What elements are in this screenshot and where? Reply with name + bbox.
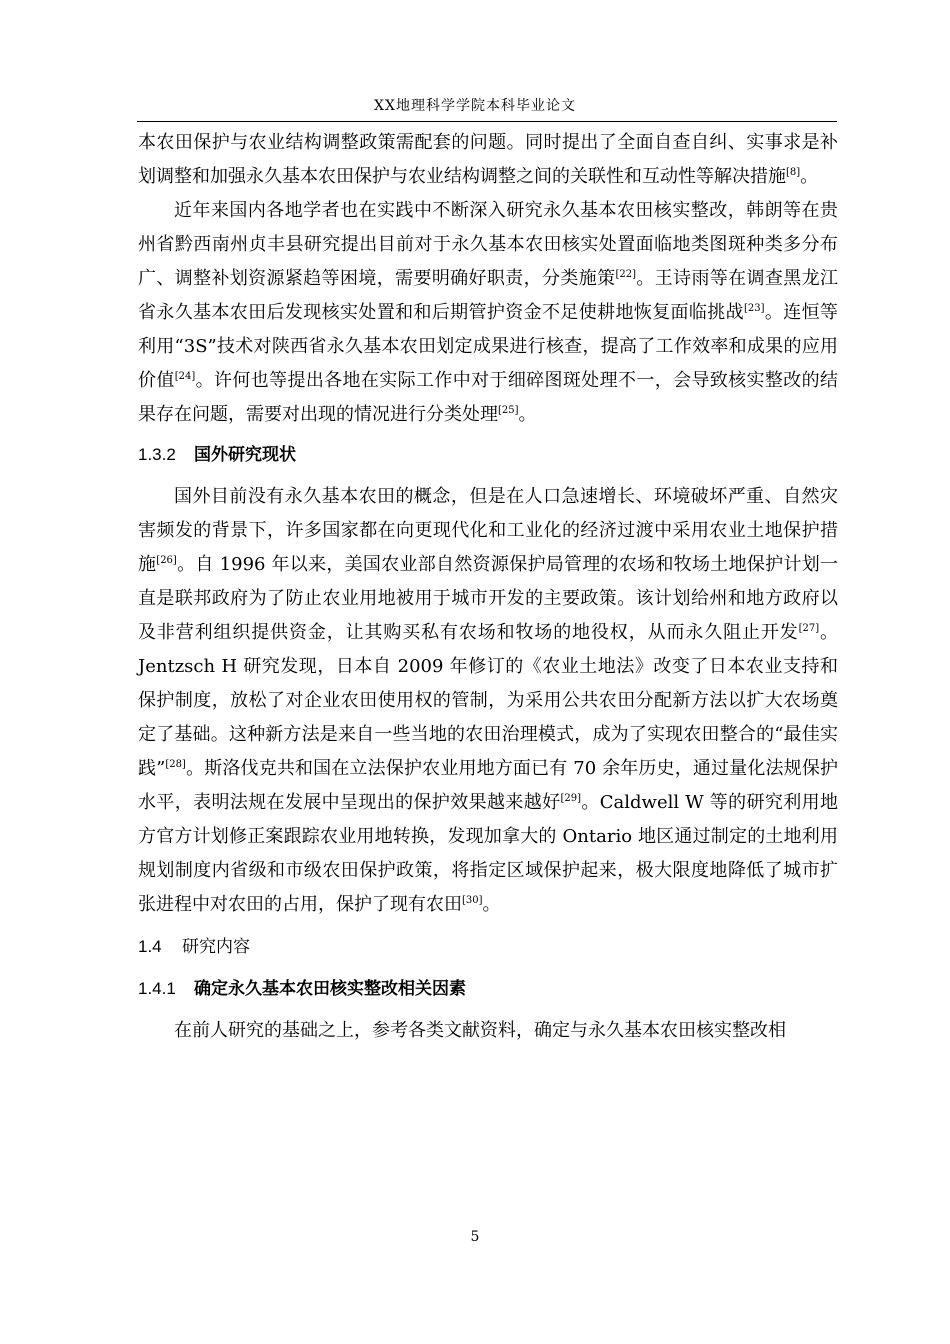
citation-ref[interactable]: [8] [786,167,801,178]
paragraph-text: 本农田保护与农业结构调整政策需配套的问题。同时提出了全面自查自纠、实事求是补划调整和加强永久基本农田保护与农业结构调整之间的关联性和互动性等解决措施 [138,132,838,187]
paragraph-text: 。连恒等利用“3S”技术对陕西省永久基本农田划定成果进行核查，提高了工作效率和成果的应用价值 [138,302,839,391]
citation-ref[interactable]: [22] [615,269,636,280]
paragraph-text: 近年来国内各地学者也在实践中不断深入研究永久基本农田核实整改，韩朗等在贵州省黔西南州贞丰县研究提出目前对于永久基本农田核实处置面临地类图斑种类多分布广、调整补划资源紧趋等困境，需要明确好职责，分类施策 [138,200,838,289]
paragraph-text: 。 [482,894,501,915]
paragraph-text: 。王诗雨等在调查黑龙江省永久基本农田后发现核实处置和和后期管护资金不足使耕地恢复面临挑战 [138,268,839,323]
document-body [138,126,838,1048]
paragraph-text: 。许何也等提出各地在实际工作中对于细碎图斑处理不一，会导致核实整改的结果存在问题，需要对出现的情况进行分类处理 [138,370,839,425]
citation-ref[interactable]: [25] [498,405,519,416]
section-title: 国外研究现状 [194,445,296,465]
citation-ref[interactable]: [26] [156,555,177,566]
paragraph-text: 。自 1996 年以来，美国农业部自然资源保护局管理的农场和牧场土地保护计划一直是联邦政府为了防止农业用地被用于城市开发的主要政策。该计划给州和地方政府以及非营利组织提供资金，让其购买私有农场和牧场的地役权，从而永久阻止开发 [138,554,839,643]
paragraph-3 [138,480,838,922]
paragraph-text: 。 [518,404,537,425]
section-title: 确定永久基本农田核实整改相关因素 [194,979,466,999]
citation-ref[interactable]: [30] [462,895,483,906]
paragraph-text: 。Caldwell W 等的研究利用地方官方计划修正案跟踪农业用地转换，发现加拿大的 Ontario 地区通过制定的土地利用规划制度内省级和市级农田保护政策，将指定区域保护起来，极大限度地降低了城市扩张进程中对农田的占用，保护了现有农田 [138,792,838,915]
paragraph-text: 。Jentzsch H 研究发现，日本自 2009 年修订的《农业土地法》改变了日本农业支持和保护制度，放松了对企业农田使用权的管制，为采用公共农田分配新方法以扩大农场奠定了基础。这种新方法是来自一些当地的农田治理模式，成为了实现农田整合的“最佳实践” [138,622,838,779]
paragraph-2 [138,194,838,432]
header-rule [137,121,837,122]
paragraph-text: 。 [800,166,819,187]
paragraph-1 [138,126,838,194]
citation-ref[interactable]: [28] [165,759,186,770]
section-number: 1.4 [138,937,162,956]
section-heading-1-3-2 [138,438,838,472]
paragraph-text: 。斯洛伐克共和国在立法保护农业用地方面已有 70 余年历史，通过量化法规保护水平，表明法规在发展中呈现出的保护效果越来越好 [138,758,838,813]
section-number: 1.4.1 [138,979,176,998]
paragraph-text: 在前人研究的基础之上，参考各类文献资料，确定与永久基本农田核实整改相 [174,1020,786,1041]
section-heading-1-4-1 [138,972,838,1006]
running-header: XX地理科学学院本科毕业论文 [374,98,576,114]
citation-ref[interactable]: [23] [744,303,765,314]
citation-ref[interactable]: [24] [174,371,196,382]
section-heading-1-4 [138,930,838,964]
section-title: 研究内容 [182,937,250,957]
section-number: 1.3.2 [138,445,176,464]
paragraph-4 [138,1014,838,1048]
citation-ref[interactable]: [29] [560,793,582,804]
page-number: 5 [470,1229,480,1245]
paragraph-text: 国外目前没有永久基本农田的概念，但是在人口急速增长、环境破坏严重、自然灾害频发的背景下，许多国家都在向更现代化和工业化的经济过渡中采用农业土地保护措施 [138,486,838,575]
citation-ref[interactable]: [27] [798,623,820,634]
